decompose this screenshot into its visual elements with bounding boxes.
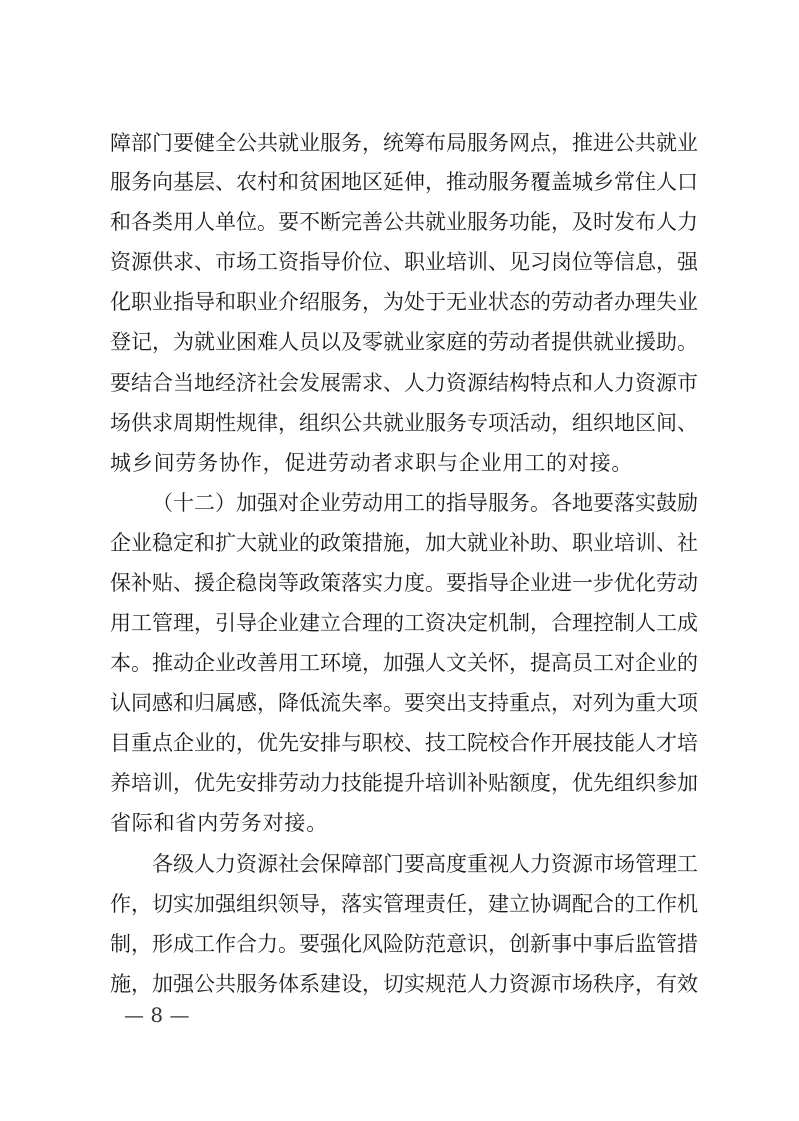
text-line: 目重点企业的，优先安排与职校、技工院校合作开展技能人才培 — [110, 731, 698, 755]
text-line: 保补贴、援企稳岗等政策落实力度。要指导企业进一步优化劳动 — [110, 571, 698, 595]
text-line: 本。推动企业改善用工环境，加强人文关怀，提高员工对企业的 — [110, 651, 698, 675]
text-line: 认同感和归属感，降低流失率。要突出支持重点，对列为重大项 — [110, 691, 698, 715]
text-line: 制，形成工作合力。要强化风险防范意识，创新事中事后监管措 — [110, 932, 698, 956]
text-line: 企业稳定和扩大就业的政策措施，加大就业补助、职业培训、社 — [110, 531, 698, 555]
text-line: 场供求周期性规律，组织公共就业服务专项活动，组织地区间、 — [110, 411, 698, 435]
text-line: 障部门要健全公共就业服务，统筹布局服务网点，推进公共就业 — [110, 131, 698, 155]
text-line: 省际和省内劳务对接。 — [110, 811, 328, 835]
text-line: 城乡间劳务协作，促进劳动者求职与企业用工的对接。 — [110, 451, 634, 475]
text-line: 资源供求、市场工资指导价位、职业培训、见习岗位等信息，强 — [110, 250, 698, 274]
text-line: 用工管理，引导企业建立合理的工资决定机制，合理控制人工成 — [110, 611, 698, 635]
text-line: 化职业指导和职业介绍服务，为处于无业状态的劳动者办理失业 — [110, 290, 698, 314]
text-line: 服务向基层、农村和贫困地区延伸，推动服务覆盖城乡常住人口 — [110, 170, 698, 194]
text-line: 施，加强公共服务体系建设，切实规范人力资源市场秩序，有效 — [110, 972, 698, 996]
text-line: 作，切实加强组织领导，落实管理责任，建立协调配合的工作机 — [110, 892, 698, 916]
text-line: 登记，为就业困难人员以及零就业家庭的劳动者提供就业援助。 — [110, 330, 698, 354]
section-heading-line: （十二）加强对企业劳动用工的指导服务。各地要落实鼓励 — [152, 491, 698, 515]
text-line: 养培训，优先安排劳动力技能提升培训补贴额度，优先组织参加 — [110, 771, 698, 795]
text-line: 和各类用人单位。要不断完善公共就业服务功能，及时发布人力 — [110, 210, 698, 234]
text-line: 要结合当地经济社会发展需求、人力资源结构特点和人力资源市 — [110, 371, 698, 395]
paragraph-first-line: 各级人力资源社会保障部门要高度重视人力资源市场管理工 — [152, 852, 698, 876]
page-number: — 8 — — [124, 1003, 190, 1027]
